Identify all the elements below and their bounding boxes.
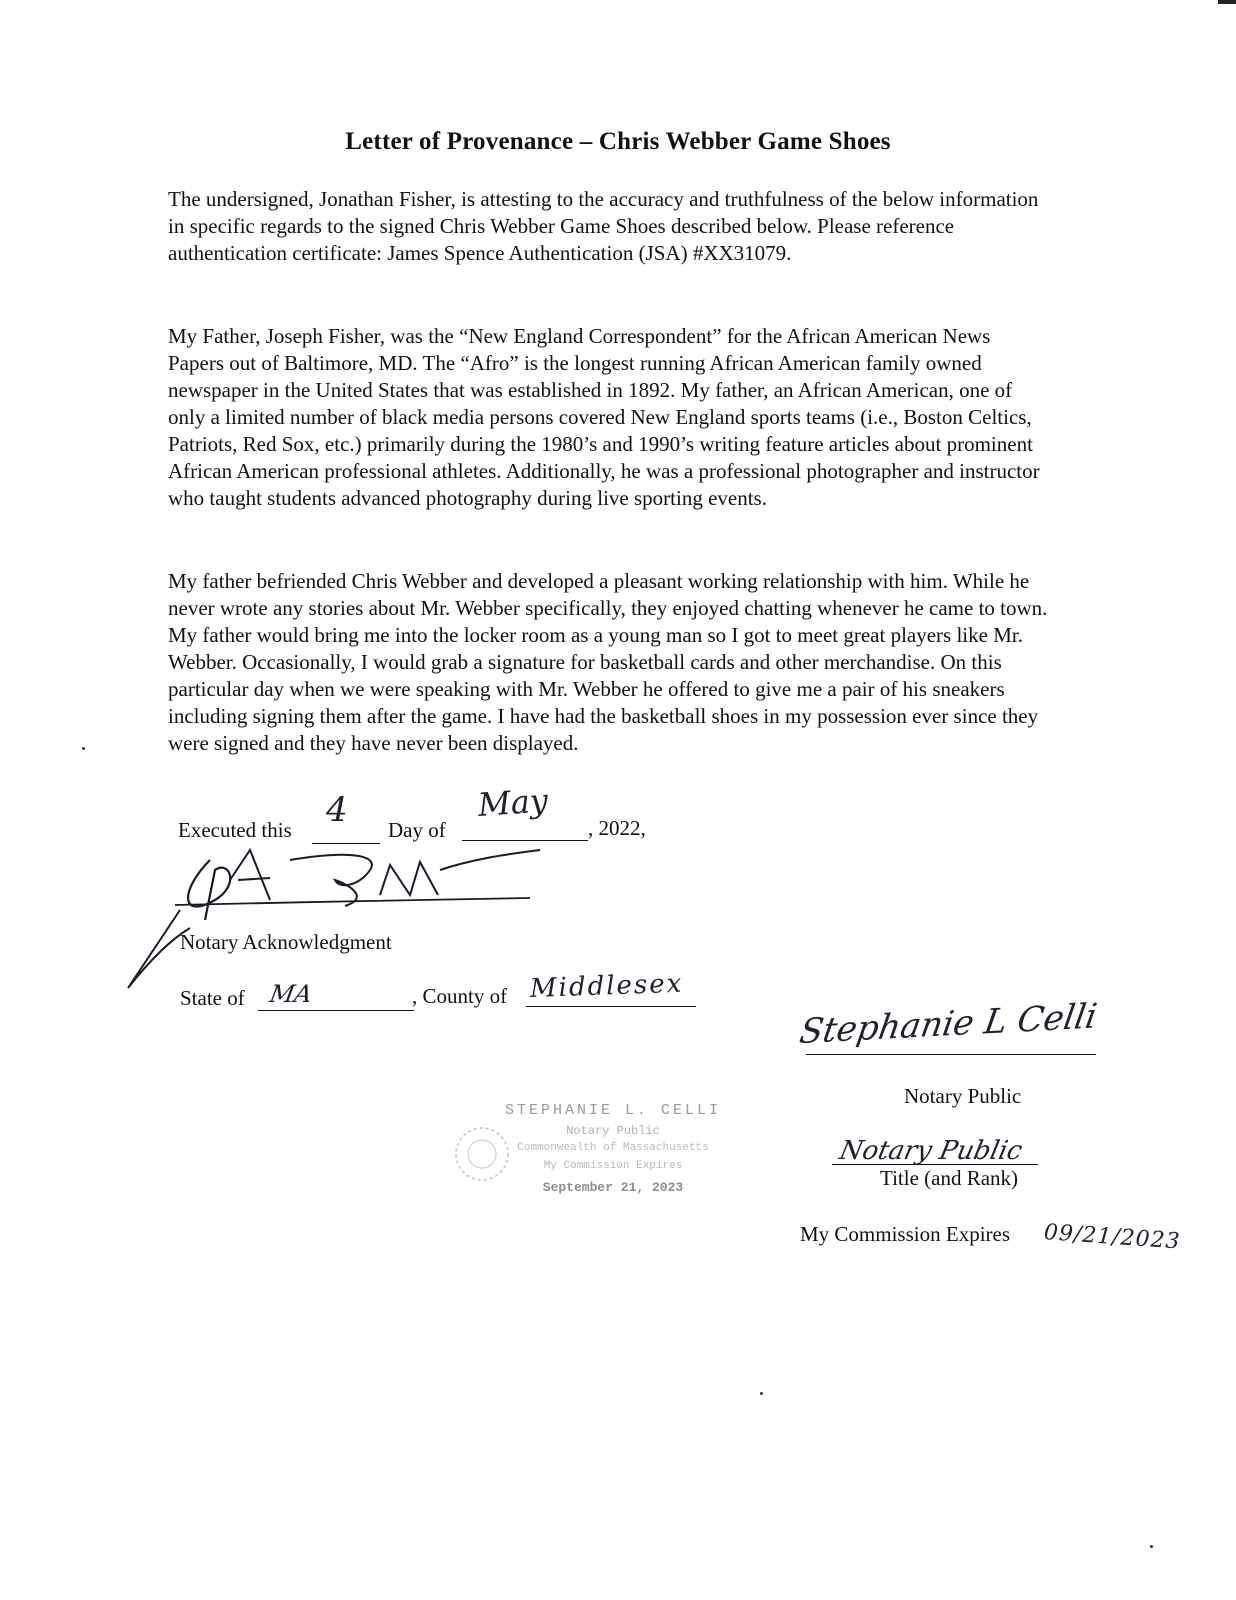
county-blank [526,1006,696,1007]
day-of-label: Day of [388,818,446,842]
state-handwritten: MA [267,980,315,1008]
county-label: , County of [412,984,508,1008]
paragraph-father-background: My Father, Joseph Fisher, was the “New England Correspondent” for the African American News Papers out of Baltimore, MD. The “Afro” is the longest running African American family owned newspaper in the United States that was established in 1892. My father, an African American, one of only a limited number of black media persons covered New England sports teams (i.e., Boston Celtics, Patriots, Red Sox, etc.) primarily during the 1980’s and 1990’s writing feature articles about prominent African American professional athletes. Additionally, he was a professional photographer and instructor who taught students advanced photography during live sporting events. [168,324,1040,510]
county-handwritten: Middlesex [529,968,684,1004]
state-blank [258,1010,414,1011]
day-handwritten: 4 [326,790,348,830]
scan-speck [1150,1545,1153,1548]
stamp-line4: My Commission Expires [543,1160,683,1172]
undersigned-signature [120,840,580,1000]
paragraph-attestation: The undersigned, Jonathan Fisher, is attesting to the accuracy and truthfulness of the below information in specific regards to the signed Chris Webber Game Shoes described below. Please reference authentication certificate: James Spence Authentication (JSA) #XX31079. [168,187,1039,265]
title-handwritten: Notary Public [836,1136,1026,1166]
notary-signature: Stephanie L Celli [796,996,1100,1053]
commission-label: My Commission Expires [800,1222,1011,1246]
stamp-line3: Commonwealth of Massachusetts [517,1142,709,1154]
scan-speck [760,1392,763,1395]
executed-label: Executed this [178,818,292,842]
paragraph-provenance-story: My father befriended Chris Webber and developed a pleasant working relationship with him. While he never wrote any stories about Mr. Webber specifically, they enjoyed chatting whenever he came to town. My father would bring me into the locker room as a young man so I got to meet great players like Mr. Webber. Occasionally, I would grab a signature for basketball cards and other merchandise. On this particular day when we were speaking with Mr. Webber he offered to give me a pair of his sneakers including signing them after the game. I have had the basketball shoes in my possession ever since they were signed and they have never been displayed. [168,569,1048,755]
document-title: Letter of Provenance – Chris Webber Game Shoes [345,128,891,155]
notary-public-label: Notary Public [904,1084,1022,1108]
notary-signature-line [806,1054,1096,1055]
state-label: State of [180,986,245,1010]
title-line [832,1164,1038,1165]
title-rank-label: Title (and Rank) [880,1166,1019,1190]
commission-date-handwritten: 09/21/2023 [1043,1220,1182,1255]
scan-corner-mark [1218,0,1236,4]
stamp-expiration: September 21, 2023 [542,1180,684,1195]
stamp-line2: Notary Public [566,1124,660,1138]
scan-speck [82,747,85,750]
notary-acknowledgment-heading: Notary Acknowledgment [180,930,392,954]
month-handwritten: May [476,781,550,824]
notary-stamp [448,1098,778,1206]
stamp-name: STEPHANIE L. CELLI [504,1102,722,1119]
year-label: , 2022, [588,816,646,840]
